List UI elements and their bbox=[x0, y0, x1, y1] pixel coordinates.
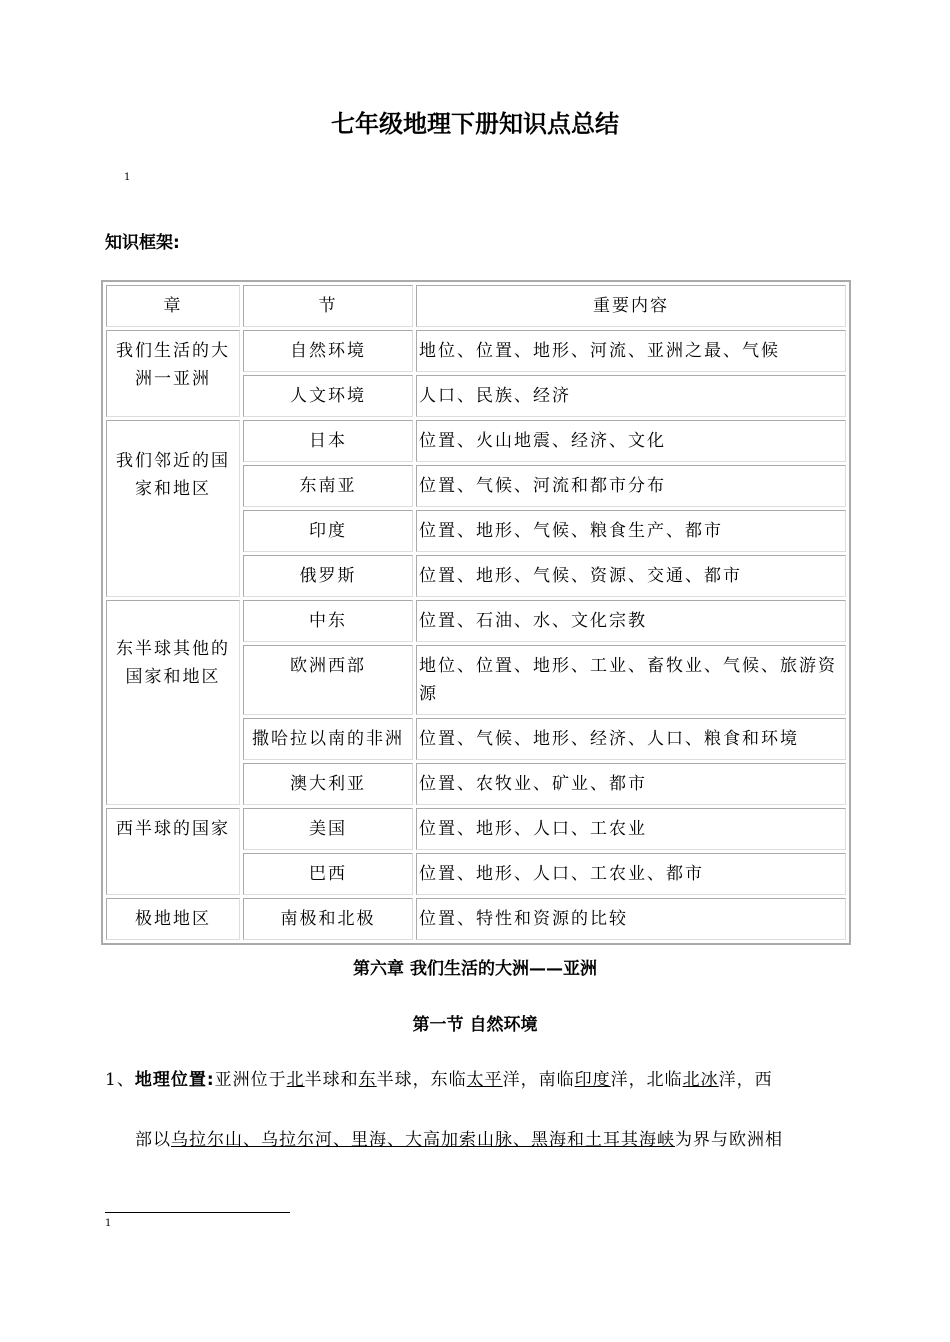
content-cell: 位置、农牧业、矿业、都市 bbox=[416, 763, 846, 805]
section-cell: 澳大利亚 bbox=[243, 763, 413, 805]
chapter-cell: 极地地区 bbox=[106, 898, 240, 940]
underlined-term: 东 bbox=[358, 1070, 377, 1090]
content-cell: 位置、石油、水、文化宗教 bbox=[416, 600, 846, 642]
underlined-term: 印度 bbox=[574, 1070, 611, 1090]
text-run: 半球，东临 bbox=[376, 1070, 467, 1090]
section-cell: 东南亚 bbox=[243, 465, 413, 507]
content-cell: 位置、地形、气候、粮食生产、都市 bbox=[416, 510, 846, 552]
chapter-heading: 第六章 我们生活的大洲——亚洲 bbox=[353, 959, 597, 979]
paragraph-line-2 bbox=[105, 1122, 835, 1158]
underlined-term: 太平 bbox=[466, 1070, 503, 1090]
text-run: 半球和 bbox=[304, 1070, 359, 1090]
table-row bbox=[106, 808, 846, 850]
chapter-cell: 东半球其他的国家和地区 bbox=[106, 600, 240, 805]
text-run: 亚洲位于 bbox=[214, 1070, 287, 1090]
table-row bbox=[106, 420, 846, 462]
table-row bbox=[106, 600, 846, 642]
footnote-number: 1 bbox=[105, 1218, 112, 1229]
framework-heading: 知识框架: bbox=[105, 233, 180, 253]
section-cell: 印度 bbox=[243, 510, 413, 552]
header-chapter: 章 bbox=[106, 285, 240, 327]
item-label: 地理位置: bbox=[134, 1070, 215, 1090]
table-row bbox=[106, 898, 846, 940]
document-title: 七年级地理下册知识点总结 bbox=[331, 110, 619, 138]
content-cell: 位置、火山地震、经济、文化 bbox=[416, 420, 846, 462]
section-cell: 巴西 bbox=[243, 853, 413, 895]
section-cell: 南极和北极 bbox=[243, 898, 413, 940]
content-cell: 位置、地形、人口、工农业、都市 bbox=[416, 853, 846, 895]
section-cell: 自然环境 bbox=[243, 330, 413, 372]
section-cell: 人文环境 bbox=[243, 375, 413, 417]
content-cell: 地位、位置、地形、河流、亚洲之最、气候 bbox=[416, 330, 846, 372]
section-cell: 欧洲西部 bbox=[243, 645, 413, 715]
text-run: 洋，西 bbox=[718, 1070, 773, 1090]
underlined-term: 北 bbox=[286, 1070, 305, 1090]
content-cell: 位置、气候、河流和都市分布 bbox=[416, 465, 846, 507]
table-row bbox=[106, 330, 846, 372]
table-header-row bbox=[106, 285, 846, 327]
section-cell: 中东 bbox=[243, 600, 413, 642]
section-cell: 俄罗斯 bbox=[243, 555, 413, 597]
content-cell: 地位、位置、地形、工业、畜牧业、气候、旅游资源 bbox=[416, 645, 846, 715]
content-cell: 位置、特性和资源的比较 bbox=[416, 898, 846, 940]
section-heading: 第一节 自然环境 bbox=[412, 1015, 538, 1035]
content-cell: 位置、气候、地形、经济、人口、粮食和环境 bbox=[416, 718, 846, 760]
footnote-reference: 1 bbox=[124, 172, 131, 183]
chapter-cell: 西半球的国家 bbox=[106, 808, 240, 895]
knowledge-framework-table bbox=[101, 280, 851, 945]
paragraph-geographic-location bbox=[105, 1062, 835, 1158]
underlined-term: 乌拉尔山、乌拉尔河、里海、大高加索山脉、黑海和土耳其海峡 bbox=[171, 1130, 675, 1150]
text-run: 洋，北临 bbox=[610, 1070, 683, 1090]
text-run: 部以 bbox=[135, 1130, 171, 1150]
text-run: 洋，南临 bbox=[502, 1070, 575, 1090]
chapter-cell: 我们邻近的国家和地区 bbox=[106, 420, 240, 597]
header-content: 重要内容 bbox=[416, 285, 846, 327]
item-number: 1、 bbox=[105, 1070, 135, 1090]
content-cell: 位置、地形、气候、资源、交通、都市 bbox=[416, 555, 846, 597]
content-cell: 位置、地形、人口、工农业 bbox=[416, 808, 846, 850]
section-cell: 美国 bbox=[243, 808, 413, 850]
underlined-term: 北冰 bbox=[682, 1070, 719, 1090]
content-cell: 人口、民族、经济 bbox=[416, 375, 846, 417]
chapter-cell: 我们生活的大洲一亚洲 bbox=[106, 330, 240, 417]
section-cell: 撒哈拉以南的非洲 bbox=[243, 718, 413, 760]
footnote-separator bbox=[105, 1212, 290, 1213]
section-cell: 日本 bbox=[243, 420, 413, 462]
text-run: 为界与欧洲相 bbox=[675, 1130, 783, 1150]
header-section: 节 bbox=[243, 285, 413, 327]
